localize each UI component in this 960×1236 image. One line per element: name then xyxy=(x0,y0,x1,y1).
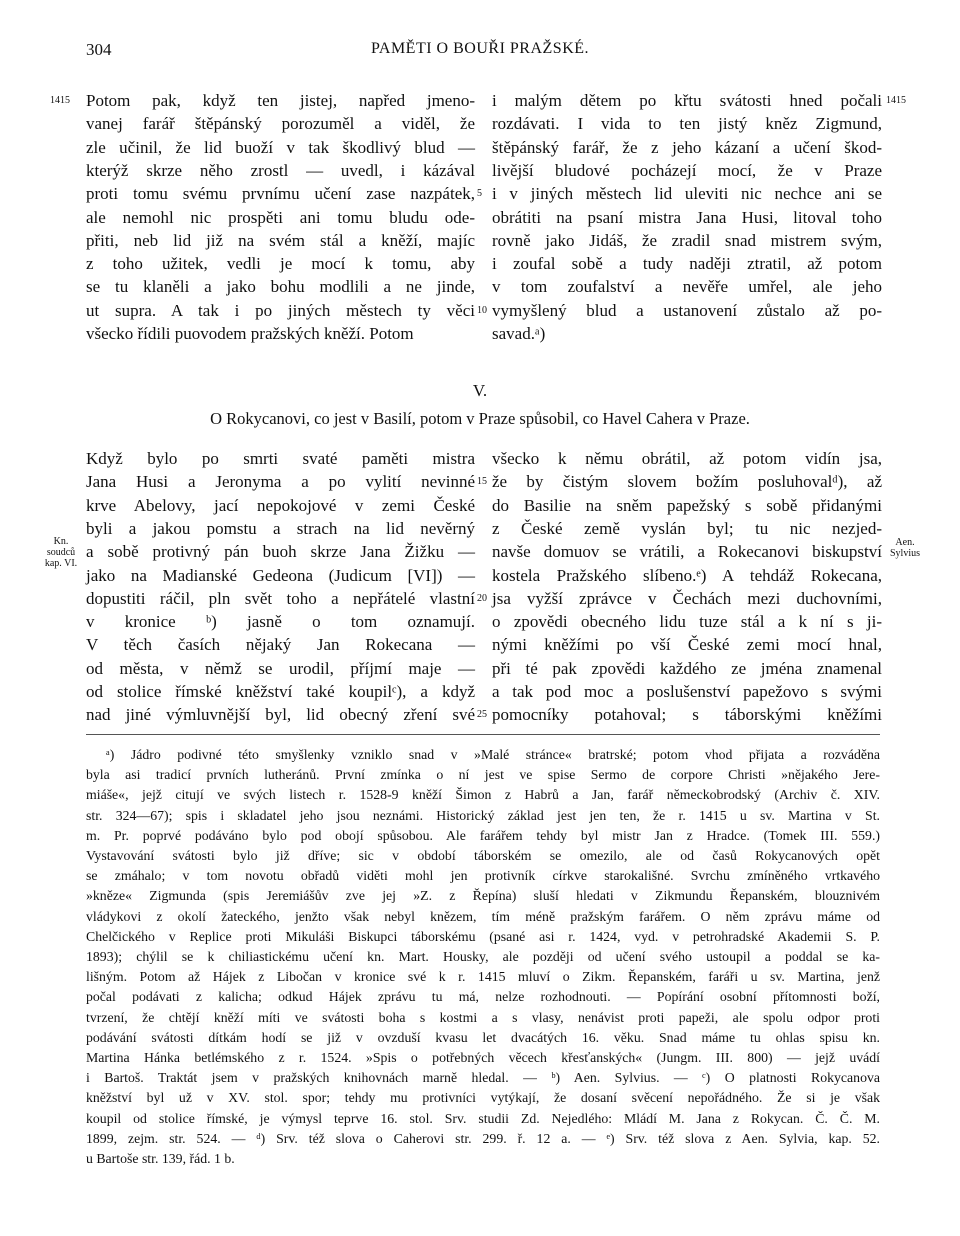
footnote-line: 1893); chýlil se k chiliastickému učení kn. Mart. Housky, ale později od učení svého ustoupil a poddal se ka- xyxy=(86,949,880,964)
text-line: kterýž skrze něho zrostl — uvedl, i kázával xyxy=(86,160,475,180)
text-line: dopustiti ráčil, pln svět toho a nepřátelé vlastní xyxy=(86,588,475,608)
footnote-line: lišným. Potom až Hájek z Libočan v kronice své k r. 1415 mluví o Zikm. Řepanském, faráři u sv. Martina, jenž xyxy=(86,969,880,985)
text-line: štěpánský farář, že z jeho kázaní a učení škod- xyxy=(492,137,882,157)
text-line: savad.ᵃ) xyxy=(492,324,546,343)
text-line: v tom zoufalství a nevěře umřel, ale jeho xyxy=(492,277,882,297)
side-note-right-line: Aen. xyxy=(895,537,915,548)
text-line: obrátiti na psaní mistra Jana Husi, litoval toho xyxy=(492,207,882,227)
text-line: jako na Madianské Gedeona (Judicum [VI]) — xyxy=(86,565,475,585)
line-number: 10 xyxy=(477,304,487,316)
text-line: navše domuov se vrátili, a Rokecanovi biskupství xyxy=(492,542,882,562)
footnote-line: byla asi tradicí prvních lutheránů. První zmínka o ní jest ve spise Sermo de corpore Christi »nějakého Jere- xyxy=(86,767,880,783)
text-line: byli a jakou pomstu a strach na lid nevěrný xyxy=(86,518,475,538)
text-line: jsa vyžší zprávce v Čechách mezi duchovními, xyxy=(492,588,882,608)
running-title: PAMĚTI O BOUŘI PRAŽSKÉ. xyxy=(370,40,590,57)
text-line: rozdávati. I vida to ten jistý kněz Zigmund, xyxy=(492,114,882,134)
text-line: a sobě protivný pán buoh skrze Jana Žižku — xyxy=(86,542,475,562)
footnote-line: tvrzení, že chtějí kněží míti ve svátosti boha s kostmi a s vlasy, nenávist proti papeži, ale spolu odpor proti xyxy=(86,1009,880,1025)
text-line: z toho užitek, vedli je mocí k tomu, aby xyxy=(86,254,475,274)
side-note-left-line: Kn. xyxy=(53,536,69,547)
text-line: v kronice ᵇ) jasně o tom oznamují. xyxy=(86,612,475,632)
footnote-line: Vystavování svátosti bylo již dříve; sic v období táborském se omezilo, ale od časů Rokycanových opět xyxy=(86,848,880,863)
text-line: všecko k němu obrátil, až potom vidín jsa, xyxy=(492,449,882,468)
footnote-line: i Bartoš. Traktát jsem v pražských knihovnách marně hledal. — ᵇ) Aen. Sylvius. — ᶜ) O platnosti Rokycanova xyxy=(86,1070,880,1086)
text-line: i v jiných městech lid uleviti nic nechce ani se xyxy=(492,184,882,204)
side-note-left-line: kap. VI. xyxy=(44,558,78,569)
footnote-line: podávání svátosti dítkám hodí se již v ovzduší kvasu let dvacátých 16. věku. Snad máme tu ohlas spisu kn. xyxy=(86,1029,880,1045)
text-line: i zoufal sobě a tudy naději ztratil, až potom xyxy=(492,254,882,274)
text-line: krve Abelovy, jací nepokojové v zemi České xyxy=(86,495,475,515)
text-line: ut supra. A tak i po jiných městech ty věci xyxy=(86,300,475,320)
footnote-line: 1899, zejm. str. 524. — ᵈ) Srv. též slova o Caherovi str. 299. ř. 12 a. — ᵉ) Srv. též slova z Aen. Sylvia, kap. 52. xyxy=(86,1130,880,1146)
footnote-line: se zmáhalo; v tom novotu obřadů viděti mohl jen protivník církve starokališné. Svrchu zmíněného vrtkavého xyxy=(86,868,880,884)
text-line: rovně jako Jidáš, že zradil snad mistrem svým, xyxy=(492,230,882,250)
text-line: do Basilie na sněm papežský s sobě přidanými xyxy=(492,495,882,515)
text-line: z České země vyslán byl; tu nic nezjed- xyxy=(492,518,882,538)
text-line: od stolice římské kněžství také koupilᶜ), a když xyxy=(86,682,475,701)
footnote-line: »kněze« Zigmunda (spis Jeremiášův zve jej »Z. z Řepína) sluší hledati v Zikmundu Řepanském, blouznivém xyxy=(86,888,880,904)
section-number: V. xyxy=(472,381,488,400)
margin-year-left: 1415 xyxy=(50,95,70,106)
text-line: se tu klaněli a jako bohu modlili a ne jinde, xyxy=(86,277,475,297)
footnote-separator xyxy=(86,734,880,735)
text-line: vymyšlený blud a ustanovení zůstalo až po- xyxy=(492,300,882,320)
footnote-line: Martina Hánka betlémského z r. 1524. »Spis o potřebných věcech křesťanských« (Jungm. III. 800) — jejž uvádí xyxy=(86,1050,880,1065)
text-line: při té pak zpovědi každého ze jména znamenal xyxy=(492,658,882,678)
footnote-line: u Bartoše str. 139, řád. 1 b. xyxy=(86,1151,235,1166)
section-title: O Rokycanovi, co jest v Basilí, potom v Praze spůsobil, co Havel Cahera v Praze. xyxy=(210,409,750,428)
text-line: vanej farář štěpánský porozuměl a viděl, že xyxy=(86,114,475,134)
text-line: proti tomu svému prvnímu učení zase nazpátek, xyxy=(86,184,475,204)
text-line: nad jiné výmluvnější byl, lid obecný zření své xyxy=(86,705,475,725)
side-note-left xyxy=(36,536,86,569)
footnote-line: kněžství byl už v XV. stol. spor; tehdy mu protivníci vytýkají, že dosaní svěcení nepořádného. Že si je však xyxy=(86,1090,880,1106)
page-number: 304 xyxy=(86,40,112,59)
footnote-line: m. Pr. poprvé podáváno bylo pod obojí spůsobou. Ale farářem tehdy byl mistr Jan z Hradce. (Tomek III. 559.) xyxy=(86,827,880,843)
footnote-line: ᵃ) Jádro podivné této smyšlenky vzniklo snad v »Malé stránce« bratrské; potom vhod přijata a rozváděna xyxy=(106,747,880,762)
footnote-line: koupil od stolice římské, je výmysl teprve 16. stol. Srv. studii Zd. Nejedlého: Mládí M. Jana z Rokycan. Č. Č. M. xyxy=(86,1110,880,1126)
text-line: o zpovědi obecného lidu tuze stál a k ní s ji- xyxy=(492,612,882,632)
text-line: pomocníky potahoval; s táborskými kněžími xyxy=(492,705,882,725)
side-note-right xyxy=(884,537,926,559)
text-line: ale nemohl nic prospěti ani tomu bludu ode- xyxy=(86,207,475,227)
side-note-right-line: Sylvius xyxy=(889,548,920,559)
text-line: kostela Pražského slíbeno.ᵉ) A tehdáž Rokecana, xyxy=(492,565,882,585)
text-line: livější bludové pocházejí mocí, že v Praze xyxy=(492,160,882,180)
footnote-line: Chelčického v Replice proti Mikuláši Biskupci táborskému (psané asi r. 1424, vyd. v petrohradské Akademii S. P. xyxy=(86,928,880,944)
text-line: V těch časích nějaký Jan Rokecana — xyxy=(86,635,475,655)
text-line: zle učinil, že lid buoží v tak škodlivý blud — xyxy=(86,137,475,157)
text-line: a tak pod moc a poslušenství papežovo s svými xyxy=(492,682,882,701)
text-line: Potom pak, když ten jistej, napřed jmeno- xyxy=(86,91,475,110)
line-number: 25 xyxy=(477,709,487,721)
text-line: i malým dětem po křtu svátosti hned počali xyxy=(492,91,882,110)
text-line: Jana Husi a Jeronyma a po vylití nevinné xyxy=(86,472,475,492)
footnote-line: str. 324—67); spis i skladatel jeho jsou neznámi. Historický základ jest jen ten, že r. 1415 u sv. Martina v St. xyxy=(86,807,880,823)
text-line: přiti, neb lid již na svém stál a kněží, majíc xyxy=(86,230,475,250)
margin-year-right: 1415 xyxy=(886,95,906,106)
text-line: Když bylo po smrti svaté paměti mistra xyxy=(86,449,475,468)
line-number: 20 xyxy=(477,592,487,604)
footnote-line: miáše«, jejž citují ve svých listech r. 1528-9 kněží Šimon z Habrů a Jan, farář německobrodský (Archiv č. XIV. xyxy=(86,787,880,803)
text-line: všecko řídili puovodem pražských kněží. Potom xyxy=(86,324,414,343)
text-line: že by čistým slovem božím posluhovalᵈ), až xyxy=(492,472,882,492)
line-number: 5 xyxy=(477,188,482,200)
text-line: nými kněžími po vší České zemi mocí hnal, xyxy=(492,635,882,655)
side-note-left-line: soudců xyxy=(46,547,76,558)
text-line: od města, v němž se urodil, příjmí maje — xyxy=(86,658,475,678)
line-number: 15 xyxy=(477,476,487,488)
footnote-line: počal podávati z kalicha; odkud Hájek zprávu tu má, nelze rozhodnouti. — Popírání osobní přítomnosti boží, xyxy=(86,989,880,1005)
footnote-line: vládykovi z okolí žateckého, jenžto však nebyl knězem, tím méně pražským farářem. O něm zprávu máme od xyxy=(86,908,880,924)
